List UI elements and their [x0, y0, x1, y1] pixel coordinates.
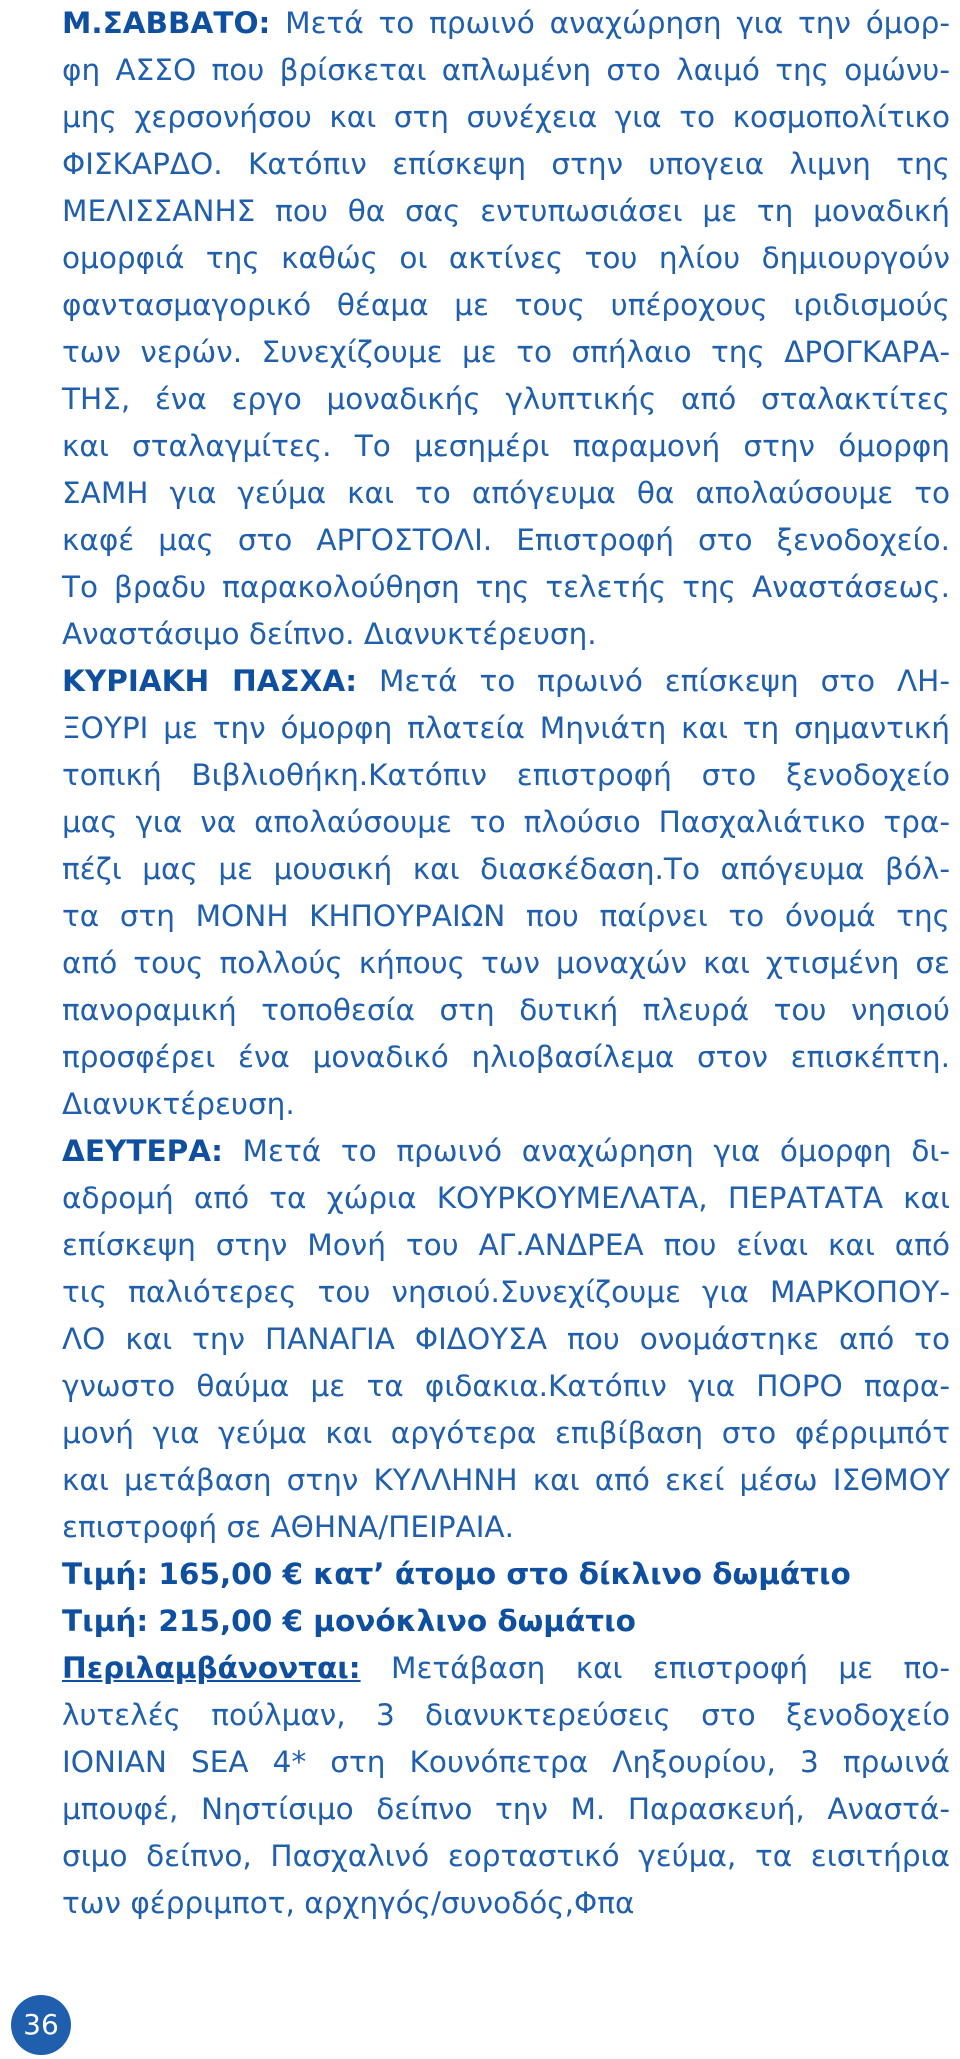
included-label: Περιλαμβάνονται: — [62, 1651, 361, 1685]
text-line: ΣΑΜΗ για γεύμα και το απόγευμα θα απολαύσουμε το — [62, 476, 950, 510]
section-saturday — [62, 0, 950, 658]
day-heading: ΔΕΥΤΕΡΑ: — [62, 1134, 223, 1168]
text-line: ΛΟ και την ΠΑΝΑΓΙΑ ΦΙΔΟΥΣΑ που ονομάστηκε από το — [62, 1322, 950, 1356]
text-line: πέζι μας με μουσική και διασκέδαση.Το απόγευμα βόλ- — [62, 852, 950, 886]
text-line: μας για να απολαύσουμε το πλούσιο Πασχαλιάτικο τρα- — [62, 805, 950, 839]
price-single-room: Τιμή: 215,00 € μονόκλινο δωμάτιο — [62, 1604, 636, 1638]
text-line: φαντασμαγορικό θέαμα με τους υπέροχους ιριδισμούς — [62, 288, 950, 322]
text-line: καφέ μας στο ΑΡΓΟΣΤΟΛΙ. Επιστροφή στο ξενοδοχείο. — [62, 523, 950, 557]
text-line: Το βραδυ παρακολούθηση της τελετής της Αναστάσεως. — [62, 570, 950, 604]
text-line: των νερών. Συνεχίζουμε με το σπήλαιο της ΔΡΟΓΚΑΡΑ- — [62, 335, 950, 369]
text-line: Διανυκτέρευση. — [62, 1087, 295, 1121]
text-line: επιστροφή σε ΑΘΗΝΑ/ΠΕΙΡΑΙΑ. — [62, 1510, 514, 1544]
text-line: ΦΙΣΚΑΡΔΟ. Κατόπιν επίσκεψη στην υπογεια λιμνη της — [62, 147, 950, 181]
text-line: ΤΗΣ, ένα εργο μοναδικής γλυπτικής από σταλακτίτες — [62, 382, 950, 416]
text-line: ΚΥΡΙΑΚΗ ΠΑΣΧΑ: Μετά το πρωινό επίσκεψη στο ΛΗ- — [62, 664, 950, 698]
section-included — [62, 1645, 950, 1927]
text-line: γνωστο θαύμα με τα φιδακια.Κατόπιν για ΠΟΡΟ παρα- — [62, 1369, 950, 1403]
text-line: και μετάβαση στην ΚΥΛΛΗΝΗ και από εκεί μέσω ΙΣΘΜΟΥ — [62, 1463, 950, 1497]
text-line: λυτελές πούλμαν, 3 διανυκτερεύσεις στο ξενοδοχείο — [62, 1698, 950, 1732]
text-line: Περιλαμβάνονται: Μετάβαση και επιστροφή με πο- — [62, 1651, 950, 1685]
text-line: επίσκεψη στην Μονή του ΑΓ.ΑΝΔΡΕΑ που είναι και από — [62, 1228, 950, 1262]
text-line: σιμο δείπνο, Πασχαλινό εορταστικό γεύμα, τα εισιτήρια — [62, 1839, 950, 1873]
text-line: μης χερσονήσου και στη συνέχεια για το κοσμοπολίτικο — [62, 100, 950, 134]
text-line: ΔΕΥΤΕΡΑ: Μετά το πρωινό αναχώρηση για όμορφη δι- — [62, 1134, 950, 1168]
price-double-room: Τιμή: 165,00 € κατ’ άτομο στο δίκλινο δωμάτιο — [62, 1557, 851, 1591]
text-line: ομορφιά της καθώς οι ακτίνες του ηλίου δημιουργούν — [62, 241, 950, 275]
text-line: IONIAN SEA 4* στη Κουνόπετρα Ληξουρίου, 3 πρωινά — [62, 1745, 950, 1779]
text-line: από τους πολλούς κήπους των μοναχών και χτισμένη σε — [62, 946, 950, 980]
page-number-badge: 36 — [11, 1995, 71, 2055]
text-line: τοπική Βιβλιοθήκη.Κατόπιν επιστροφή στο ξενοδοχείο — [62, 758, 950, 792]
text-line: τις παλιότερες του νησιού.Συνεχίζουμε για ΜΑΡΚΟΠΟΥ- — [62, 1275, 950, 1309]
text-line: και σταλαγμίτες. Το μεσημέρι παραμονή στην όμορφη — [62, 429, 950, 463]
text-line: αδρομή από τα χώρια ΚΟΥΡΚΟΥΜΕΛΑΤΑ, ΠΕΡΑΤΑΤΑ και — [62, 1181, 950, 1215]
text-line: ΜΕΛΙΣΣΑΝΗΣ που θα σας εντυπωσιάσει με τη μοναδική — [62, 194, 950, 228]
text-line: των φέρριμποτ, αρχηγός/συνοδός,Φπα — [62, 1886, 635, 1920]
section-easter-sunday — [62, 658, 950, 1128]
text-line: πανοραμική τοποθεσία στη δυτική πλευρά του νησιού — [62, 993, 950, 1027]
text-line: μπουφέ, Νηστίσιμο δείπνο την Μ. Παρασκευή, Αναστά- — [62, 1792, 950, 1826]
section-monday — [62, 1128, 950, 1551]
text-line: Μ.ΣΑΒΒΑΤΟ: Μετά το πρωινό αναχώρηση για την όμορ- — [62, 6, 950, 40]
page-content — [62, 0, 950, 1927]
text-line: φη ΑΣΣΟ που βρίσκεται απλωμένη στο λαιμό της ομώνυ- — [62, 53, 950, 87]
text-line: προσφέρει ένα μοναδικό ηλιοβασίλεμα στον επισκέπτη. — [62, 1040, 950, 1074]
text-line: ΞΟΥΡΙ με την όμορφη πλατεία Μηνιάτη και τη σημαντική — [62, 711, 950, 745]
text-line: Αναστάσιμο δείπνο. Διανυκτέρευση. — [62, 617, 597, 651]
day-heading: ΚΥΡΙΑΚΗ ΠΑΣΧΑ: — [62, 664, 358, 698]
text-line: τα στη ΜΟΝΗ ΚΗΠΟΥΡΑΙΩΝ που παίρνει το όνομά της — [62, 899, 950, 933]
text-line: μονή για γεύμα και αργότερα επιβίβαση στο φέρριμπότ — [62, 1416, 950, 1450]
day-heading: Μ.ΣΑΒΒΑΤΟ: — [62, 6, 271, 40]
